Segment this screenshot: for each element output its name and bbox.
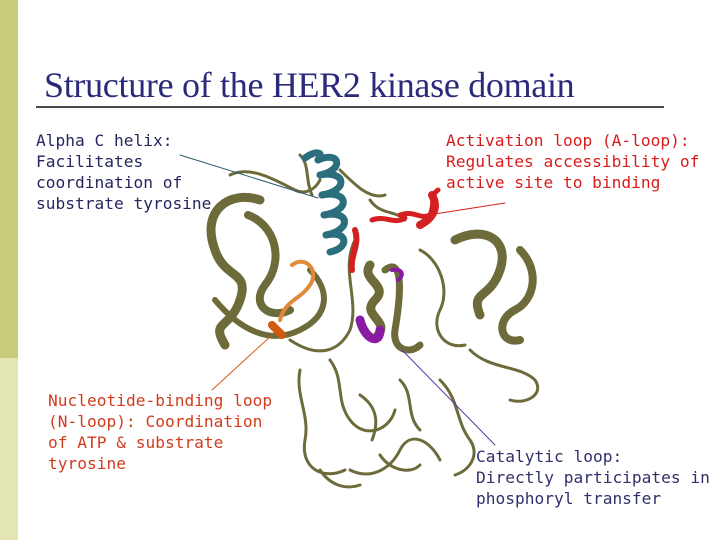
slide-title: Structure of the HER2 kinase domain	[44, 65, 575, 105]
backbone-strand	[248, 215, 290, 313]
backbone-strand	[502, 250, 532, 341]
activation-loop-label: Activation loop (A-loop): Regulates accessibility of active site to binding	[446, 131, 700, 192]
backbone-strand	[455, 234, 502, 315]
alpha-c-helix	[305, 153, 345, 252]
backbone-strand	[385, 267, 420, 350]
backbone-strand	[368, 265, 381, 335]
leader-line-catalytic-loop	[402, 350, 495, 445]
nucleotide-binding-loop-label: Nucleotide-binding loop (N-loop): Coordination of ATP & substrate tyrosine	[48, 391, 273, 473]
backbone-strand	[400, 380, 420, 430]
backbone-strand	[360, 395, 376, 440]
alpha-c-helix-label: Alpha C helix: Facilitates coordination of substrate tyrosine	[36, 131, 212, 213]
leader-line-activation-loop	[428, 203, 505, 215]
backbone-strand	[420, 250, 465, 346]
activation-loop	[352, 190, 438, 270]
catalytic-loop-label: Catalytic loop: Directly participates in phosphoryl transfer	[476, 447, 710, 508]
backbone-strand	[340, 170, 385, 196]
backbone-strand	[470, 350, 538, 401]
